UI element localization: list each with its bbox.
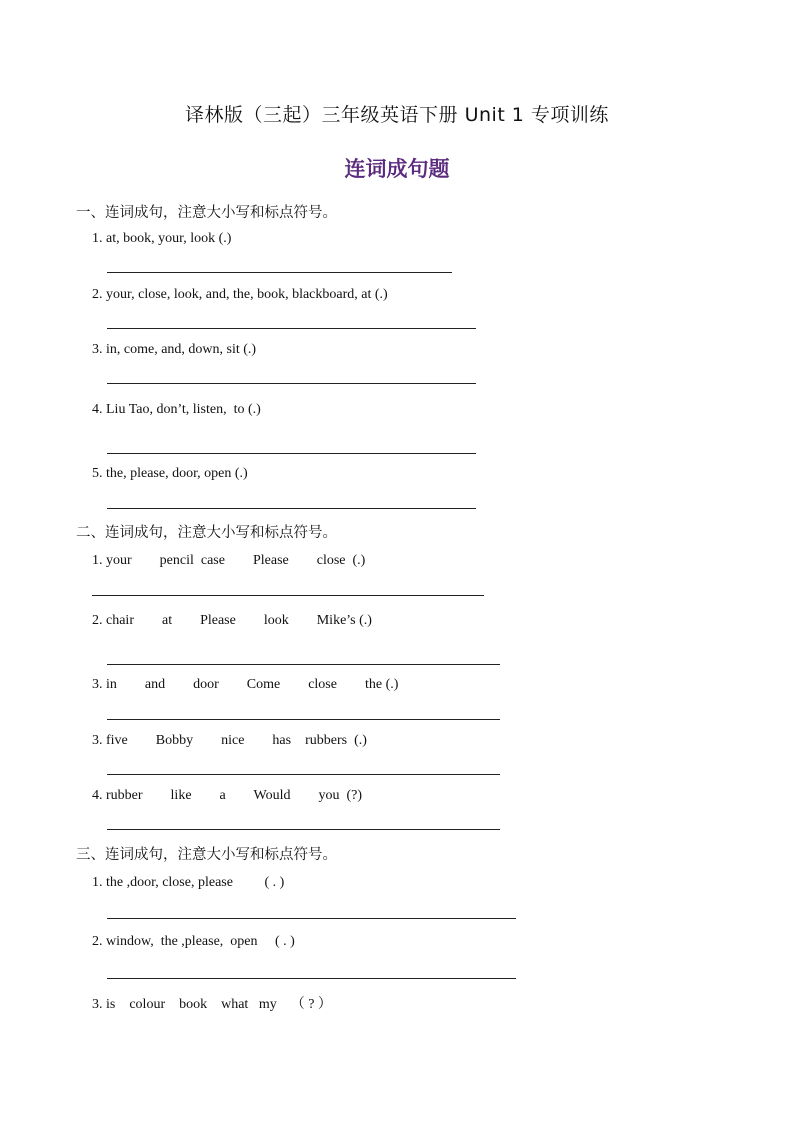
section-3-item-1: 1. the ,door, close, please ( . ) bbox=[92, 875, 285, 890]
section-2-item-3: 3. in and door Come close the (.) bbox=[92, 677, 399, 692]
answer-line[interactable] bbox=[107, 978, 516, 979]
answer-line[interactable] bbox=[107, 774, 500, 775]
answer-line[interactable] bbox=[107, 508, 476, 509]
section-2-item-2: 2. chair at Please look Mike’s (.) bbox=[92, 613, 372, 628]
answer-line[interactable] bbox=[107, 453, 476, 454]
section-1-item-5: 5. the, please, door, open (.) bbox=[92, 466, 248, 481]
section-1-heading: 一、连词成句，注意大小写和标点符号。 bbox=[76, 205, 337, 221]
section-3-item-2: 2. window, the ,please, open ( . ) bbox=[92, 934, 295, 949]
answer-line[interactable] bbox=[107, 328, 476, 329]
section-2-item-1: 1. your pencil case Please close (.) bbox=[92, 553, 366, 568]
section-1-item-2: 2. your, close, look, and, the, book, blackboard, at (.) bbox=[92, 287, 388, 302]
answer-line[interactable] bbox=[107, 918, 516, 919]
page-title: 译林版（三起）三年级英语下册 Unit 1 专项训练 bbox=[185, 104, 609, 126]
section-2-heading: 二、连词成句，注意大小写和标点符号。 bbox=[76, 525, 337, 541]
section-3-item-3: 3. is colour book what my （ ? ） bbox=[92, 997, 332, 1012]
answer-line[interactable] bbox=[107, 272, 452, 273]
section-1-item-4: 4. Liu Tao, don’t, listen, to (.) bbox=[92, 402, 261, 417]
section-2-item-4: 3. five Bobby nice has rubbers (.) bbox=[92, 733, 367, 748]
section-1-item-1: 1. at, book, your, look (.) bbox=[92, 231, 232, 246]
answer-line[interactable] bbox=[92, 595, 484, 596]
answer-line[interactable] bbox=[107, 383, 476, 384]
answer-line[interactable] bbox=[107, 719, 500, 720]
page-subtitle: 连词成句题 bbox=[344, 157, 450, 181]
answer-line[interactable] bbox=[107, 829, 500, 830]
section-2-item-5: 4. rubber like a Would you (?) bbox=[92, 788, 363, 803]
section-3-heading: 三、连词成句，注意大小写和标点符号。 bbox=[76, 847, 337, 863]
answer-line[interactable] bbox=[107, 664, 500, 665]
section-1-item-3: 3. in, come, and, down, sit (.) bbox=[92, 342, 257, 357]
